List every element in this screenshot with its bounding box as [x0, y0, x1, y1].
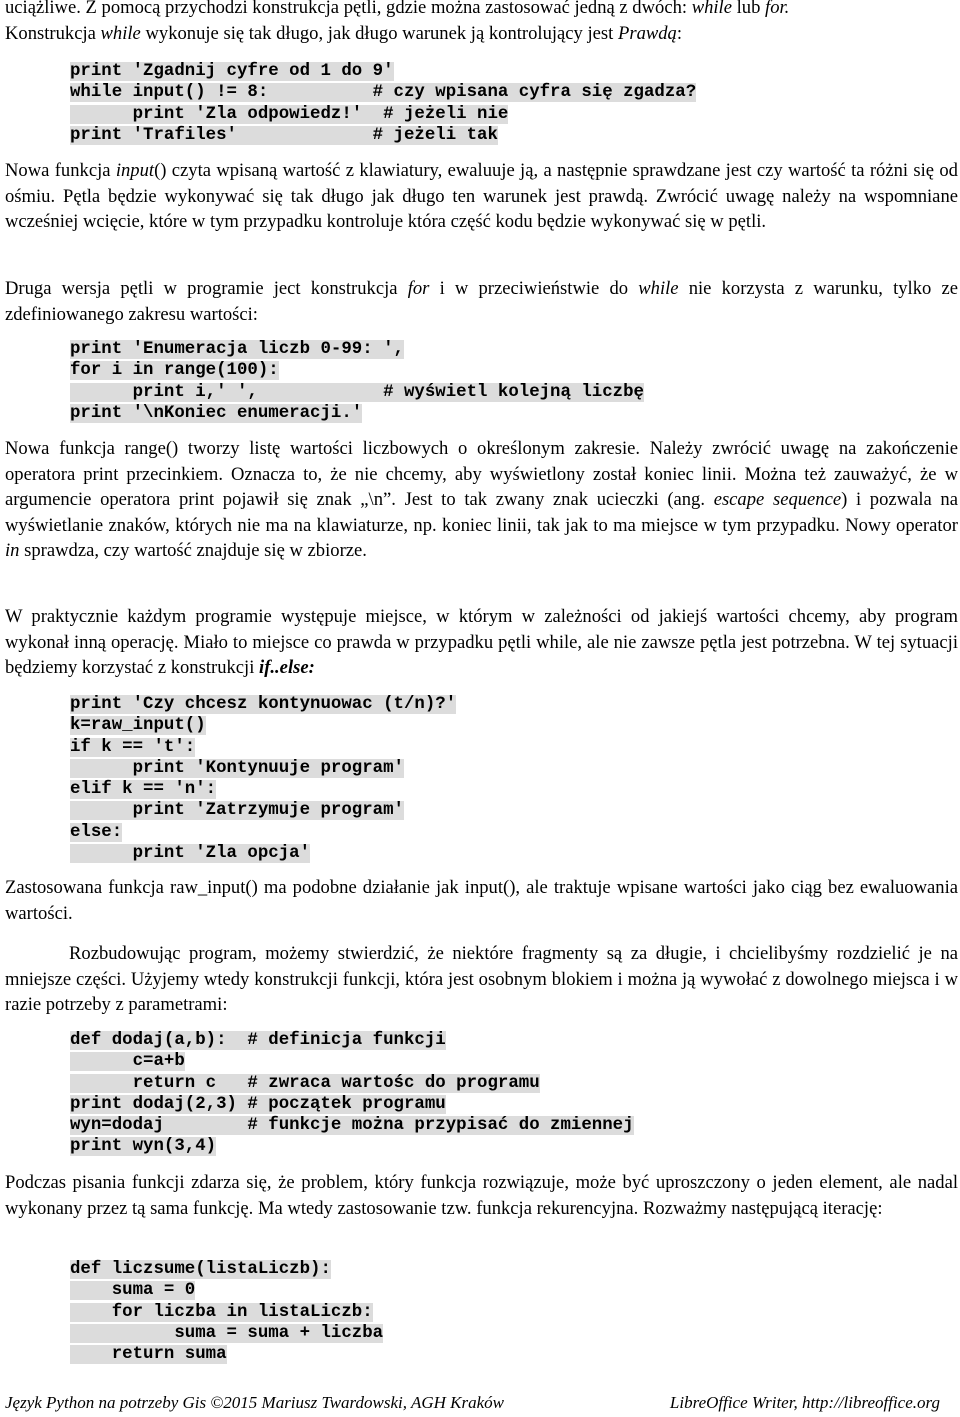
paragraph-raw-input: Zastosowana funkcja raw_input() ma podobne działanie jak input(), ale traktuje wpisane wartości jako ciąg bez ewaluowania wartości.: [5, 877, 958, 924]
code-line: for i in range(100):: [70, 361, 279, 381]
code-line: print 'Kontynuuje program': [70, 758, 404, 778]
paragraph-functions: Rozbudowując program, możemy stwierdzić, że niektóre fragmenty są za długie, i chcielibyśmy rozdzielić je na mniejsze części. Użyjemy wtedy konstrukcji funkcji, która jest osobnym blokiem i można ją wywołać z dowolnego miejsca i w razie potrzeby z parametrami:: [5, 943, 958, 1016]
paragraph-ifelse: W praktycznie każdym programie występuje miejsce, w którym w zależności od jakiejś wartości chcemy, aby program wykonał inną operację. Miało to miejsce co prawda w przypadku pętli while, ale nie zawsze pętla jest potrzebna. W tej sytuacji będziemy korzystać z konstrukcji if..else:: [5, 606, 958, 679]
paragraph-for: Druga wersja pętli w programie ject konstrukcja for i w przeciwieństwie do while nie korzysta z warunku, tylko ze zdefiniowanego zakresu wartości:: [5, 278, 958, 325]
code-line: print dodaj(2,3) # początek programu: [70, 1094, 446, 1114]
code-line: print 'Zgadnij cyfre od 1 do 9': [70, 62, 394, 81]
code-line: suma = suma + liczba: [70, 1323, 384, 1343]
code-line: if k == 't':: [70, 737, 196, 757]
paragraph-range: Nowa funkcja range() tworzy listę wartości liczbowych o określonym zakresie. Należy zwrócić uwagę na zakończenie operatora print przecinkiem. Oznacza to, że nie chcemy, aby wyświetlony został koniec linii. Można też zauważyć, że w argumencie operatora print pojawił się znak „\n”. Jest to tak zwany znak ucieczki (ang. escape sequence) i pozwala na wyświetlanie znaków, których nie ma na klawiaturze, np. koniec linii, tak jak to ma miejsce w tym przypadku. Nowy operator in sprawdza, czy wartość znajduje się w zbiorze.: [5, 438, 958, 562]
code-line: return c # zwraca wartośc do programu: [70, 1073, 540, 1093]
code-line: for liczba in listaLiczb:: [70, 1302, 373, 1322]
paragraph-recursion: Podczas pisania funkcji zdarza się, że problem, który funkcja rozwiązuje, może być uproszczony o jeden element, ale nadal wykonany przez tą sama funkcję. Ma wtedy zastosowanie tzw. funkcja rekurencyjna. Rozważmy następującą iterację:: [5, 1172, 958, 1219]
footer-right: LibreOffice Writer, http://libreoffice.org: [669, 1393, 940, 1412]
code-line: print 'Czy chcesz kontynuowac (t/n)?': [70, 695, 457, 714]
code-line: suma = 0: [70, 1281, 196, 1301]
code-line: print 'Enumeracja liczb 0-99: ',: [70, 340, 404, 359]
code-line: print 'Trafiles' # jeżeli tak: [70, 125, 498, 145]
code-line: else:: [70, 822, 123, 842]
code-line: print wyn(3,4): [70, 1137, 217, 1157]
code-line: while input() != 8: # czy wpisana cyfra się zgadza?: [70, 83, 697, 103]
code-block-recursion: [70, 1259, 383, 1365]
paragraph-input: Nowa funkcja input() czyta wpisaną wartość z klawiatury, ewaluuje ją, a następnie sprawdzane jest czy wartość ta różni się od ośmiu. Pętla będzie wykonywać się tak długo jak długo ten warunek jest prawdą. Zwrócić uwagę należy na wspomniane wcześniej wcięcie, które w tym przypadku kontroluje która część kodu będzie wykonywać się w pętli.: [5, 160, 958, 233]
code-line: k=raw_input(): [70, 716, 206, 736]
code-line: print 'Zatrzymuje program': [70, 801, 404, 821]
code-line: print '\nKoniec enumeracji.': [70, 403, 363, 423]
code-line: print i,' ', # wyświetl kolejną liczbę: [70, 382, 644, 402]
code-line: print 'Zla odpowiedz!' # jeżeli nie: [70, 104, 509, 124]
code-line: return suma: [70, 1345, 227, 1364]
code-line: def liczsume(listaLiczb):: [70, 1260, 331, 1279]
intro-paragraph: uciążliwe. Z pomocą przychodzi konstrukcja pętli, gdzie można zastosować jedną z dwóch: while lub for. Konstrukcja while wykonuje się tak długo, jak długo warunek ją kontrolujący jest Prawdą:: [5, 0, 790, 44]
code-block-while: [70, 61, 696, 146]
code-block-for: [70, 339, 644, 424]
code-line: def dodaj(a,b): # definicja funkcji: [70, 1031, 446, 1050]
footer-left: Język Python na potrzeby Gis ©2015 Mariusz Twardowski, AGH Kraków: [5, 1393, 504, 1412]
code-line: print 'Zla opcja': [70, 843, 311, 863]
code-block-ifelse: [70, 694, 456, 864]
code-line: wyn=dodaj # funkcje można przypisać do zmiennej: [70, 1116, 634, 1135]
code-block-functions: [70, 1030, 634, 1158]
code-line: c=a+b: [70, 1052, 185, 1072]
code-line: elif k == 'n':: [70, 780, 217, 799]
